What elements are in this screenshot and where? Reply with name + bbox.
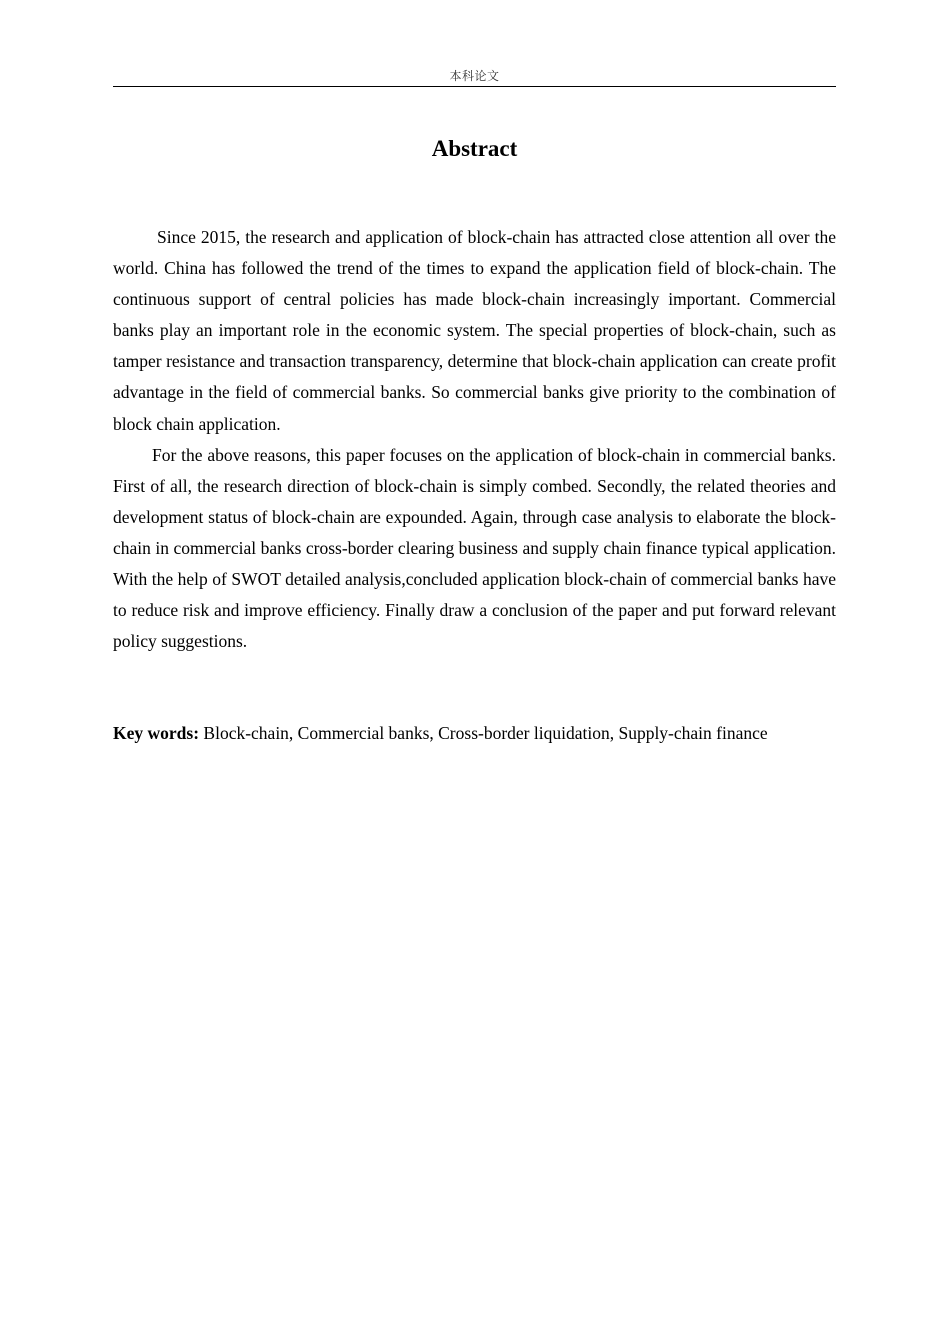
abstract-title: Abstract (431, 136, 518, 161)
keywords-label: Key words: (113, 723, 200, 743)
running-header (113, 66, 836, 87)
abstract-body (113, 222, 836, 657)
keywords-text: Block-chain, Commercial banks, Cross-border liquidation, Supply-chain finance (199, 723, 768, 743)
abstract-paragraph-2: For the above reasons, this paper focuses on the application of block-chain in commercial banks. First of all, the research direction of block-chain is simply combed. Secondly, the related theories and development status of block-chain are expounded. Again, through case analysis to elaborate the block-chain in commercial banks cross-border clearing business and supply chain finance typical application. With the help of SWOT detailed analysis,concluded application block-chain of commercial banks have to reduce risk and improve efficiency. Finally draw a conclusion of the paper and put forward relevant policy suggestions. (113, 444, 836, 652)
keywords-line (113, 718, 853, 749)
abstract-paragraph-1: Since 2015, the research and application of block-chain has attracted close attention all over the world. China has followed the trend of the times to expand the application field of block-chain. The continuous support of central policies has made block-chain increasingly important. Commercial banks play an important role in the economic system. The special properties of block-chain, such as tamper resistance and transaction transparency, determine that block-chain application can create profit advantage in the field of commercial banks. So commercial banks give priority to the combination of block chain application. (113, 227, 836, 434)
header-text: 本科论文 (449, 69, 500, 83)
